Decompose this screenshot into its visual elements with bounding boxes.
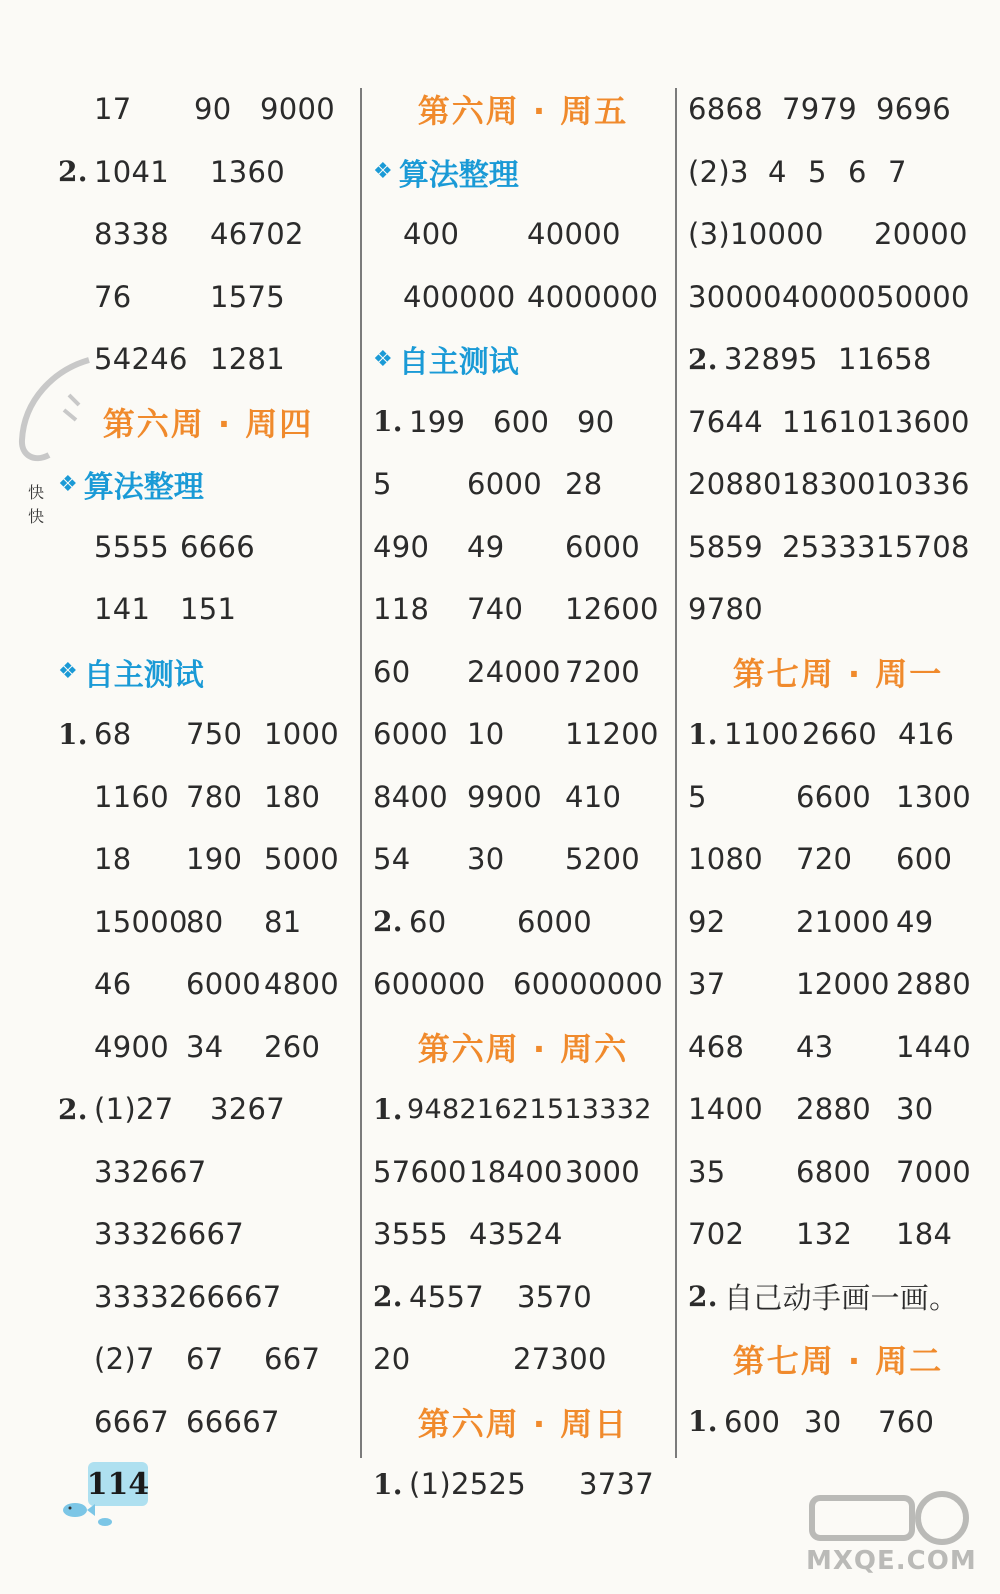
answer-value: 141 xyxy=(94,592,151,627)
answer-value: 30 xyxy=(467,842,505,877)
question-number: 1. xyxy=(373,1092,403,1126)
answer-value: 2880 xyxy=(896,967,972,1002)
answer-value: 27300 xyxy=(513,1342,607,1377)
subsection-heading xyxy=(58,453,358,516)
answer-value: 7 xyxy=(888,154,907,189)
answer-row xyxy=(688,391,988,454)
answer-value: 76 xyxy=(94,279,132,314)
answer-value: 4557 xyxy=(409,1279,485,1314)
subsection-heading xyxy=(373,328,673,391)
answer-value: 5 xyxy=(373,467,392,502)
answer-value: 49 xyxy=(467,529,505,564)
answer-value: 33326667 xyxy=(94,1217,245,1252)
answer-row xyxy=(58,1391,358,1454)
answer-value: 9000 xyxy=(260,92,336,127)
answer-value: (3)10000 xyxy=(688,217,824,252)
answer-value: 6 xyxy=(848,154,867,189)
answer-value: 760 xyxy=(878,1404,935,1439)
answer-value: 9780 xyxy=(688,592,764,627)
column-1 xyxy=(58,78,358,1464)
answer-value: 10336 xyxy=(876,467,970,502)
answer-row xyxy=(58,1078,358,1141)
answer-row xyxy=(688,828,988,891)
answer-value: 15708 xyxy=(876,529,970,564)
answer-row xyxy=(688,328,988,391)
diamond-icon: ❖ xyxy=(373,346,393,372)
answer-row xyxy=(688,891,988,954)
answer-value: 57600 xyxy=(373,1154,467,1189)
answer-row xyxy=(58,266,358,329)
answer-row xyxy=(58,141,358,204)
answer-value: 1160 xyxy=(94,779,170,814)
answer-row xyxy=(373,641,673,704)
answer-value: 5859 xyxy=(688,529,764,564)
fish-icon xyxy=(55,1492,125,1536)
answer-value: 54 xyxy=(373,842,411,877)
answer-row xyxy=(58,1141,358,1204)
answer-value: 1621 xyxy=(476,1093,547,1125)
answer-row xyxy=(373,1328,673,1391)
answer-value: 6666 xyxy=(180,529,256,564)
question-number: 2. xyxy=(373,1280,403,1314)
answer-value: 9696 xyxy=(876,92,952,127)
subsection-heading xyxy=(373,141,673,204)
answer-value: 2880 xyxy=(796,1092,872,1127)
answer-value: 190 xyxy=(186,842,243,877)
answer-value: 3570 xyxy=(517,1279,593,1314)
answer-value: 750 xyxy=(186,717,243,752)
answer-row xyxy=(688,578,988,641)
answer-row xyxy=(373,266,673,329)
answer-value: 180 xyxy=(264,779,321,814)
page-number: 114 xyxy=(88,1462,148,1506)
answer-row xyxy=(58,766,358,829)
answer-value: 4900 xyxy=(94,1029,170,1064)
answer-value: (2)3 xyxy=(688,154,749,189)
answer-value: 11658 xyxy=(838,342,932,377)
subsection-label: 算法整理 xyxy=(83,470,204,506)
answer-value: 4800 xyxy=(264,967,340,1002)
subsection-label: 自主测试 xyxy=(398,345,519,381)
answer-value: 118 xyxy=(373,592,430,627)
answer-value: 3737 xyxy=(579,1467,655,1502)
side-text-1: 快 xyxy=(28,483,45,502)
answer-value: 7644 xyxy=(688,404,764,439)
answer-value: 410 xyxy=(565,779,622,814)
answer-row xyxy=(688,1266,988,1329)
answer-value: 60 xyxy=(373,654,411,689)
answer-value: 46702 xyxy=(210,217,304,252)
answer-value: 667 xyxy=(264,1342,321,1377)
answer-value: 17 xyxy=(94,92,132,127)
answer-value: 15000 xyxy=(94,904,188,939)
question-number: 1. xyxy=(373,1467,403,1501)
answer-value: 20000 xyxy=(874,217,968,252)
answer-value: 10 xyxy=(467,717,505,752)
answer-row xyxy=(58,516,358,579)
subsection-label: 算法整理 xyxy=(398,157,519,193)
answer-value: 8400 xyxy=(373,779,449,814)
answer-row xyxy=(373,828,673,891)
answer-value: 199 xyxy=(409,404,466,439)
answer-value: 1440 xyxy=(896,1029,972,1064)
answer-row xyxy=(373,1141,673,1204)
answer-value: 18300 xyxy=(782,467,876,502)
answer-value: 43 xyxy=(796,1029,834,1064)
question-number: 1. xyxy=(688,717,718,751)
side-text-2: 快 xyxy=(28,507,45,526)
diamond-icon: ❖ xyxy=(58,471,78,497)
answer-value: 90 xyxy=(194,92,232,127)
answer-value: 37 xyxy=(688,967,726,1002)
section-heading: 第七周 · 周二 xyxy=(732,1342,944,1381)
answer-value: 1281 xyxy=(210,342,286,377)
answer-value: 30 xyxy=(804,1404,842,1439)
answer-value: 5000 xyxy=(264,842,340,877)
answer-row xyxy=(688,1203,988,1266)
section-heading: 第六周 · 周四 xyxy=(102,404,314,443)
answer-row xyxy=(58,953,358,1016)
answer-row xyxy=(58,1203,358,1266)
answer-row xyxy=(373,766,673,829)
answer-value: 1300 xyxy=(896,779,972,814)
answer-value: 2660 xyxy=(802,717,878,752)
answer-value: 5 xyxy=(688,779,707,814)
answer-value: 6000 xyxy=(373,717,449,752)
answer-value: 6000 xyxy=(467,467,543,502)
answer-row xyxy=(373,516,673,579)
answer-row xyxy=(373,1266,673,1329)
column-divider xyxy=(360,88,362,1458)
answer-row xyxy=(58,578,358,641)
answer-row xyxy=(58,1266,358,1329)
answer-value: 21000 xyxy=(796,904,890,939)
answer-value: 46 xyxy=(94,967,132,1002)
answer-row xyxy=(373,953,673,1016)
answer-row xyxy=(58,703,358,766)
answer-value: 6000 xyxy=(186,967,262,1002)
answer-value: 5 xyxy=(546,1093,565,1125)
answer-value: 5555 xyxy=(94,529,170,564)
answer-value: 6800 xyxy=(796,1154,872,1189)
answer-value: 81 xyxy=(264,904,302,939)
answer-value: 600 xyxy=(493,404,550,439)
answer-row xyxy=(58,891,358,954)
answer-value: 1041 xyxy=(94,154,170,189)
answer-text: 自己动手画一画。 xyxy=(724,1281,959,1316)
answer-row xyxy=(688,266,988,329)
answer-value: 3333266667 xyxy=(94,1279,282,1314)
answer-value: 416 xyxy=(898,717,955,752)
answer-value: 80 xyxy=(186,904,224,939)
answer-value: 49 xyxy=(896,904,934,939)
question-number: 2. xyxy=(373,905,403,939)
answer-value: 24000 xyxy=(467,654,561,689)
answer-value: 720 xyxy=(796,842,853,877)
question-number: 2. xyxy=(58,155,88,189)
answer-value: 28 xyxy=(565,467,603,502)
answer-value: 30 xyxy=(896,1092,934,1127)
answer-row xyxy=(373,1078,673,1141)
answer-value: 490 xyxy=(373,529,430,564)
answer-value: (2)7 xyxy=(94,1342,155,1377)
answer-value: 740 xyxy=(467,592,524,627)
answer-value: 1400 xyxy=(688,1092,764,1127)
answer-row xyxy=(58,1016,358,1079)
answer-value: 18 xyxy=(94,842,132,877)
answer-value: 43524 xyxy=(469,1217,563,1252)
answer-value: (1)2525 xyxy=(409,1467,526,1502)
answer-value: 4 xyxy=(768,154,787,189)
diamond-icon: ❖ xyxy=(373,159,393,185)
answer-value: 30000 xyxy=(688,279,782,314)
answer-row xyxy=(688,453,988,516)
answer-value: 13600 xyxy=(876,404,970,439)
answer-value: 60 xyxy=(409,904,447,939)
answer-row xyxy=(58,1328,358,1391)
answer-value: 600000 xyxy=(373,967,486,1002)
answer-value: 6000 xyxy=(517,904,593,939)
answer-value: 7979 xyxy=(782,92,858,127)
answer-value: 6868 xyxy=(688,92,764,127)
answer-value: 8338 xyxy=(94,217,170,252)
answer-row xyxy=(688,203,988,266)
answer-value: 20 xyxy=(373,1342,411,1377)
answer-value: 66667 xyxy=(186,1404,280,1439)
answer-value: 1575 xyxy=(210,279,286,314)
answer-row xyxy=(688,141,988,204)
answer-value: 468 xyxy=(688,1029,745,1064)
answer-row xyxy=(373,203,673,266)
answer-value: 67 xyxy=(186,1342,224,1377)
subsection-heading xyxy=(58,641,358,704)
question-number: 1. xyxy=(373,405,403,439)
answer-row xyxy=(688,1141,988,1204)
question-number: 1. xyxy=(58,717,88,751)
answer-value: 40000 xyxy=(527,217,621,252)
answer-value: 90 xyxy=(577,404,615,439)
answer-value: 702 xyxy=(688,1217,745,1252)
answer-value: 151 xyxy=(180,592,237,627)
answer-row xyxy=(688,516,988,579)
answer-value: 400000 xyxy=(403,279,516,314)
answer-row xyxy=(373,1453,673,1516)
answer-row xyxy=(688,1016,988,1079)
answer-row xyxy=(58,828,358,891)
answer-value: 600 xyxy=(724,1404,781,1439)
subsection-label: 自主测试 xyxy=(83,657,204,693)
answer-value: 132 xyxy=(796,1217,853,1252)
answer-value: 54246 xyxy=(94,342,188,377)
answer-value: 1360 xyxy=(210,154,286,189)
question-number: 2. xyxy=(688,342,718,376)
answer-row xyxy=(373,1203,673,1266)
answer-value: 20880 xyxy=(688,467,782,502)
answer-value: 7200 xyxy=(565,654,641,689)
diamond-icon: ❖ xyxy=(58,659,78,685)
answer-row xyxy=(373,891,673,954)
answer-row xyxy=(688,766,988,829)
answer-value: 9900 xyxy=(467,779,543,814)
answer-value: 5200 xyxy=(565,842,641,877)
section-heading: 第七周 · 周一 xyxy=(732,654,944,693)
answer-value: 7000 xyxy=(896,1154,972,1189)
answer-value: 6667 xyxy=(94,1404,170,1439)
column-3 xyxy=(688,78,988,1464)
answer-row xyxy=(688,1391,988,1454)
answer-value: 400 xyxy=(403,217,460,252)
answer-value: 5 xyxy=(808,154,827,189)
section-heading: 第六周 · 周五 xyxy=(417,92,629,131)
answer-row xyxy=(58,78,358,141)
section-heading: 第六周 · 周六 xyxy=(417,1029,629,1068)
answer-value: 11610 xyxy=(782,404,876,439)
answer-value: 3267 xyxy=(210,1092,286,1127)
answer-row xyxy=(58,328,358,391)
answer-value: 1100 xyxy=(724,717,800,752)
watermark xyxy=(802,1490,982,1576)
answer-value: 34 xyxy=(186,1029,224,1064)
answer-row xyxy=(373,391,673,454)
answer-value: 13332 xyxy=(564,1093,652,1125)
question-number: 1. xyxy=(688,1405,718,1439)
answer-row xyxy=(373,703,673,766)
answer-value: 32895 xyxy=(724,342,818,377)
section-heading: 第六周 · 周日 xyxy=(417,1404,629,1443)
answer-value: 18400 xyxy=(469,1154,563,1189)
answer-value: 68 xyxy=(94,717,132,752)
question-number: 2. xyxy=(688,1280,718,1314)
column-divider xyxy=(675,88,677,1458)
answer-value: (1)27 xyxy=(94,1092,174,1127)
answer-value: 11200 xyxy=(565,717,659,752)
answer-value: 184 xyxy=(896,1217,953,1252)
answer-value: 3000 xyxy=(565,1154,641,1189)
answer-value: 12600 xyxy=(565,592,659,627)
answer-value: 40000 xyxy=(782,279,876,314)
answer-value: 6000 xyxy=(565,529,641,564)
answer-value: 3555 xyxy=(373,1217,449,1252)
answer-value: 780 xyxy=(186,779,243,814)
question-number: 2. xyxy=(58,1092,88,1126)
answer-row xyxy=(688,703,988,766)
answer-row xyxy=(373,578,673,641)
watermark-text: MXQE.COM xyxy=(806,1546,977,1576)
column-2 xyxy=(373,78,673,1502)
answer-row xyxy=(688,953,988,1016)
answer-value: 332667 xyxy=(94,1154,207,1189)
answer-value: 35 xyxy=(688,1154,726,1189)
answer-value: 50000 xyxy=(876,279,970,314)
answer-value: 9482 xyxy=(407,1093,477,1125)
answer-value: 1080 xyxy=(688,842,764,877)
answer-value: 60000000 xyxy=(513,967,664,1002)
answer-value: 12000 xyxy=(796,967,890,1002)
answer-value: 1000 xyxy=(264,717,340,752)
answer-row xyxy=(688,78,988,141)
answer-value: 4000000 xyxy=(527,279,659,314)
answer-value: 6600 xyxy=(796,779,872,814)
answer-value: 260 xyxy=(264,1029,321,1064)
answer-row xyxy=(688,1078,988,1141)
answer-value: 25333 xyxy=(782,529,876,564)
answer-value: 600 xyxy=(896,842,953,877)
answer-value: 92 xyxy=(688,904,726,939)
answer-row xyxy=(373,453,673,516)
answer-row xyxy=(58,203,358,266)
